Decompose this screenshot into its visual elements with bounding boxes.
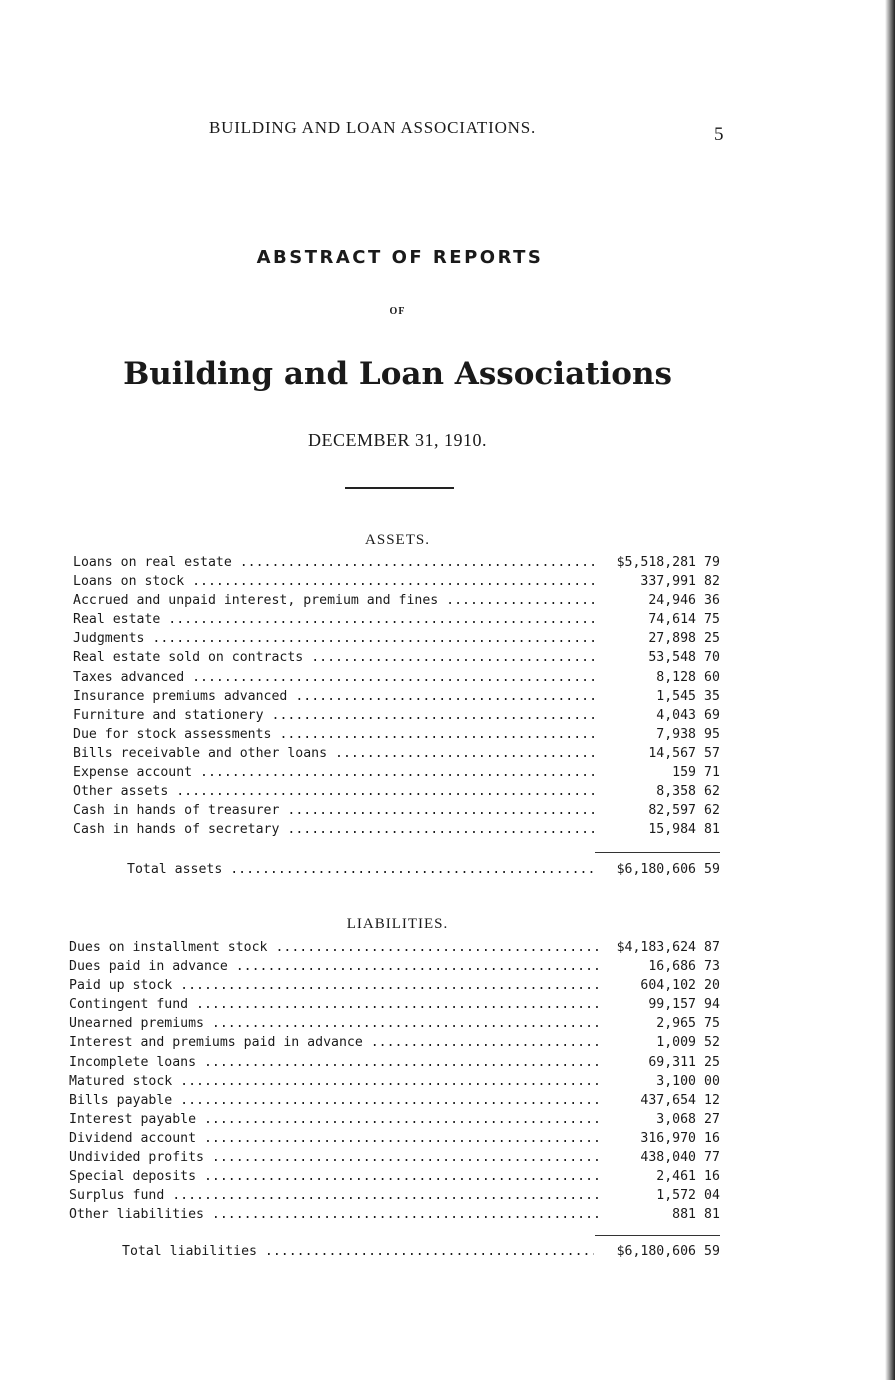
row-dollars: 1,572 xyxy=(656,1188,696,1204)
table-row xyxy=(0,763,895,782)
row-dollars: 82,597 xyxy=(648,803,696,819)
row-dollars: $5,518,281 xyxy=(616,555,696,570)
row-label: Due for stock assessments ..... xyxy=(73,725,598,744)
row-dollars: $6,180,606 xyxy=(616,1244,696,1259)
row-cents: 81 xyxy=(704,822,720,838)
row-label: Insurance premiums advanced ..... xyxy=(73,687,598,706)
table-row xyxy=(0,744,895,763)
row-cents: 73 xyxy=(704,959,720,975)
row-cents: 25 xyxy=(704,631,720,647)
row-label: Unearned premiums ..... xyxy=(69,1014,598,1033)
row-dollars: 53,548 xyxy=(648,650,696,666)
row-dollars: 27,898 xyxy=(648,631,696,647)
row-dollars: 881 xyxy=(672,1207,696,1223)
row-dollars: $4,183,624 xyxy=(616,940,696,955)
row-cents: 77 xyxy=(704,1150,720,1166)
table-row xyxy=(0,938,895,957)
row-cents: 00 xyxy=(704,1073,720,1089)
row-label: Accrued and unpaid interest, premium and fines ..... xyxy=(73,591,598,610)
table-row xyxy=(0,995,895,1014)
row-label: Cash in hands of treasurer ..... xyxy=(73,801,598,820)
row-dollars: 16,686 xyxy=(648,959,696,975)
row-dollars: 2,965 xyxy=(656,1016,696,1032)
table-row xyxy=(0,957,895,976)
row-cents: 57 xyxy=(704,745,720,761)
row-dollars: 159 xyxy=(672,765,696,781)
assets-heading: ASSETS. xyxy=(365,532,430,548)
row-label: Interest and premiums paid in advance ..... xyxy=(69,1033,598,1052)
row-label: Contingent fund ..... xyxy=(69,995,598,1014)
row-label: Cash in hands of secretary ..... xyxy=(73,820,598,839)
row-cents: 60 xyxy=(704,669,720,685)
liabilities-heading: LIABILITIES. xyxy=(346,916,449,932)
row-cents: 16 xyxy=(704,1130,720,1146)
row-dollars: 438,040 xyxy=(640,1150,696,1166)
table-row xyxy=(0,820,895,839)
row-label: Dues on installment stock ..... xyxy=(69,938,598,957)
row-dollars: 7,938 xyxy=(656,726,696,742)
row-label: Dues paid in advance ..... xyxy=(69,957,598,976)
row-cents: 79 xyxy=(704,555,720,570)
row-label: Other liabilities ..... xyxy=(69,1205,598,1224)
table-row xyxy=(0,648,895,667)
row-cents: 16 xyxy=(704,1169,720,1185)
table-row xyxy=(0,1014,895,1033)
row-label: Dividend account ..... xyxy=(69,1129,598,1148)
row-label: Loans on stock ..... xyxy=(73,572,598,591)
table-row xyxy=(0,553,895,572)
row-dollars: 3,100 xyxy=(656,1073,696,1089)
row-label: Furniture and stationery ..... xyxy=(73,706,598,725)
row-dollars: 8,128 xyxy=(656,669,696,685)
row-dollars: 1,009 xyxy=(656,1035,696,1051)
table-row xyxy=(0,801,895,820)
liabilities-total xyxy=(0,1242,895,1261)
row-dollars: 8,358 xyxy=(656,784,696,800)
table-row xyxy=(0,725,895,744)
table-row xyxy=(0,706,895,725)
row-dollars: 99,157 xyxy=(648,997,696,1013)
row-dollars: 337,991 xyxy=(640,574,696,590)
liabilities-table xyxy=(0,938,895,1224)
row-dollars: $6,180,606 xyxy=(616,862,696,877)
row-dollars: 69,311 xyxy=(648,1054,696,1070)
table-row xyxy=(0,782,895,801)
row-label: Incomplete loans ..... xyxy=(69,1053,598,1072)
row-cents: 75 xyxy=(704,1016,720,1032)
table-row xyxy=(0,1148,895,1167)
row-cents: 59 xyxy=(704,862,720,877)
row-cents: 52 xyxy=(704,1035,720,1051)
row-cents: 69 xyxy=(704,707,720,723)
table-row xyxy=(0,610,895,629)
row-dollars: 3,068 xyxy=(656,1111,696,1127)
row-cents: 27 xyxy=(704,1111,720,1127)
of-word: OF xyxy=(389,306,406,317)
row-cents: 12 xyxy=(704,1092,720,1108)
row-cents: 95 xyxy=(704,726,720,742)
row-cents: 75 xyxy=(704,612,720,628)
row-dollars: 2,461 xyxy=(656,1169,696,1185)
row-cents: 62 xyxy=(704,784,720,800)
row-label: Bills payable ..... xyxy=(69,1091,598,1110)
row-dollars: 1,545 xyxy=(656,688,696,704)
table-row xyxy=(0,1053,895,1072)
row-label: Paid up stock ..... xyxy=(69,976,598,995)
title-divider xyxy=(345,487,454,489)
table-row xyxy=(0,1091,895,1110)
assets-sum-rule xyxy=(595,852,720,853)
row-dollars: 14,567 xyxy=(648,745,696,761)
row-label: Matured stock ..... xyxy=(69,1072,598,1091)
liabilities-total-row xyxy=(0,1242,895,1261)
table-row xyxy=(0,572,895,591)
table-row xyxy=(0,1033,895,1052)
main-title: Building and Loan Associations xyxy=(123,356,672,392)
table-row xyxy=(0,1167,895,1186)
row-dollars: 15,984 xyxy=(648,822,696,838)
row-cents: 62 xyxy=(704,803,720,819)
row-label: Other assets ..... xyxy=(73,782,598,801)
assets-table xyxy=(0,553,895,839)
liabilities-sum-rule xyxy=(595,1235,720,1236)
assets-total-row xyxy=(0,860,895,879)
page-number: 5 xyxy=(714,124,724,145)
row-cents: 35 xyxy=(704,688,720,704)
row-label: Undivided profits ..... xyxy=(69,1148,598,1167)
row-cents: 87 xyxy=(704,940,720,955)
abstract-title: ABSTRACT OF REPORTS xyxy=(256,247,544,268)
row-label: Bills receivable and other loans ..... xyxy=(73,744,598,763)
table-row xyxy=(0,591,895,610)
row-cents: 20 xyxy=(704,978,720,994)
row-label: Real estate sold on contracts ..... xyxy=(73,648,598,667)
table-row xyxy=(0,687,895,706)
row-dollars: 4,043 xyxy=(656,707,696,723)
row-cents: 25 xyxy=(704,1054,720,1070)
row-cents: 36 xyxy=(704,593,720,609)
row-dollars: 604,102 xyxy=(640,978,696,994)
row-label: Special deposits ..... xyxy=(69,1167,598,1186)
table-row xyxy=(0,1186,895,1205)
row-label: Taxes advanced ..... xyxy=(73,668,598,687)
row-dollars: 24,946 xyxy=(648,593,696,609)
table-row xyxy=(0,1205,895,1224)
running-title: BUILDING AND LOAN ASSOCIATIONS. xyxy=(209,118,537,137)
row-label: Expense account ..... xyxy=(73,763,598,782)
row-dollars: 74,614 xyxy=(648,612,696,628)
row-cents: 82 xyxy=(704,574,720,590)
row-label: Real estate ..... xyxy=(73,610,598,629)
table-row xyxy=(0,976,895,995)
row-dollars: 316,970 xyxy=(640,1130,696,1146)
table-row xyxy=(0,1129,895,1148)
table-row xyxy=(0,1110,895,1129)
assets-total xyxy=(0,860,895,879)
row-label: Total assets ..... xyxy=(127,860,594,879)
report-date: DECEMBER 31, 1910. xyxy=(307,430,487,450)
row-label: Total liabilities ..... xyxy=(122,1242,594,1261)
row-cents: 59 xyxy=(704,1244,720,1259)
row-label: Surplus fund ..... xyxy=(69,1186,598,1205)
table-row xyxy=(0,629,895,648)
row-cents: 70 xyxy=(704,650,720,666)
row-cents: 81 xyxy=(704,1207,720,1223)
row-label: Loans on real estate ..... xyxy=(73,553,598,572)
row-cents: 04 xyxy=(704,1188,720,1204)
row-cents: 71 xyxy=(704,765,720,781)
row-dollars: 437,654 xyxy=(640,1092,696,1108)
row-cents: 94 xyxy=(704,997,720,1013)
row-label: Judgments ..... xyxy=(73,629,598,648)
table-row xyxy=(0,1072,895,1091)
table-row xyxy=(0,668,895,687)
row-label: Interest payable ..... xyxy=(69,1110,598,1129)
